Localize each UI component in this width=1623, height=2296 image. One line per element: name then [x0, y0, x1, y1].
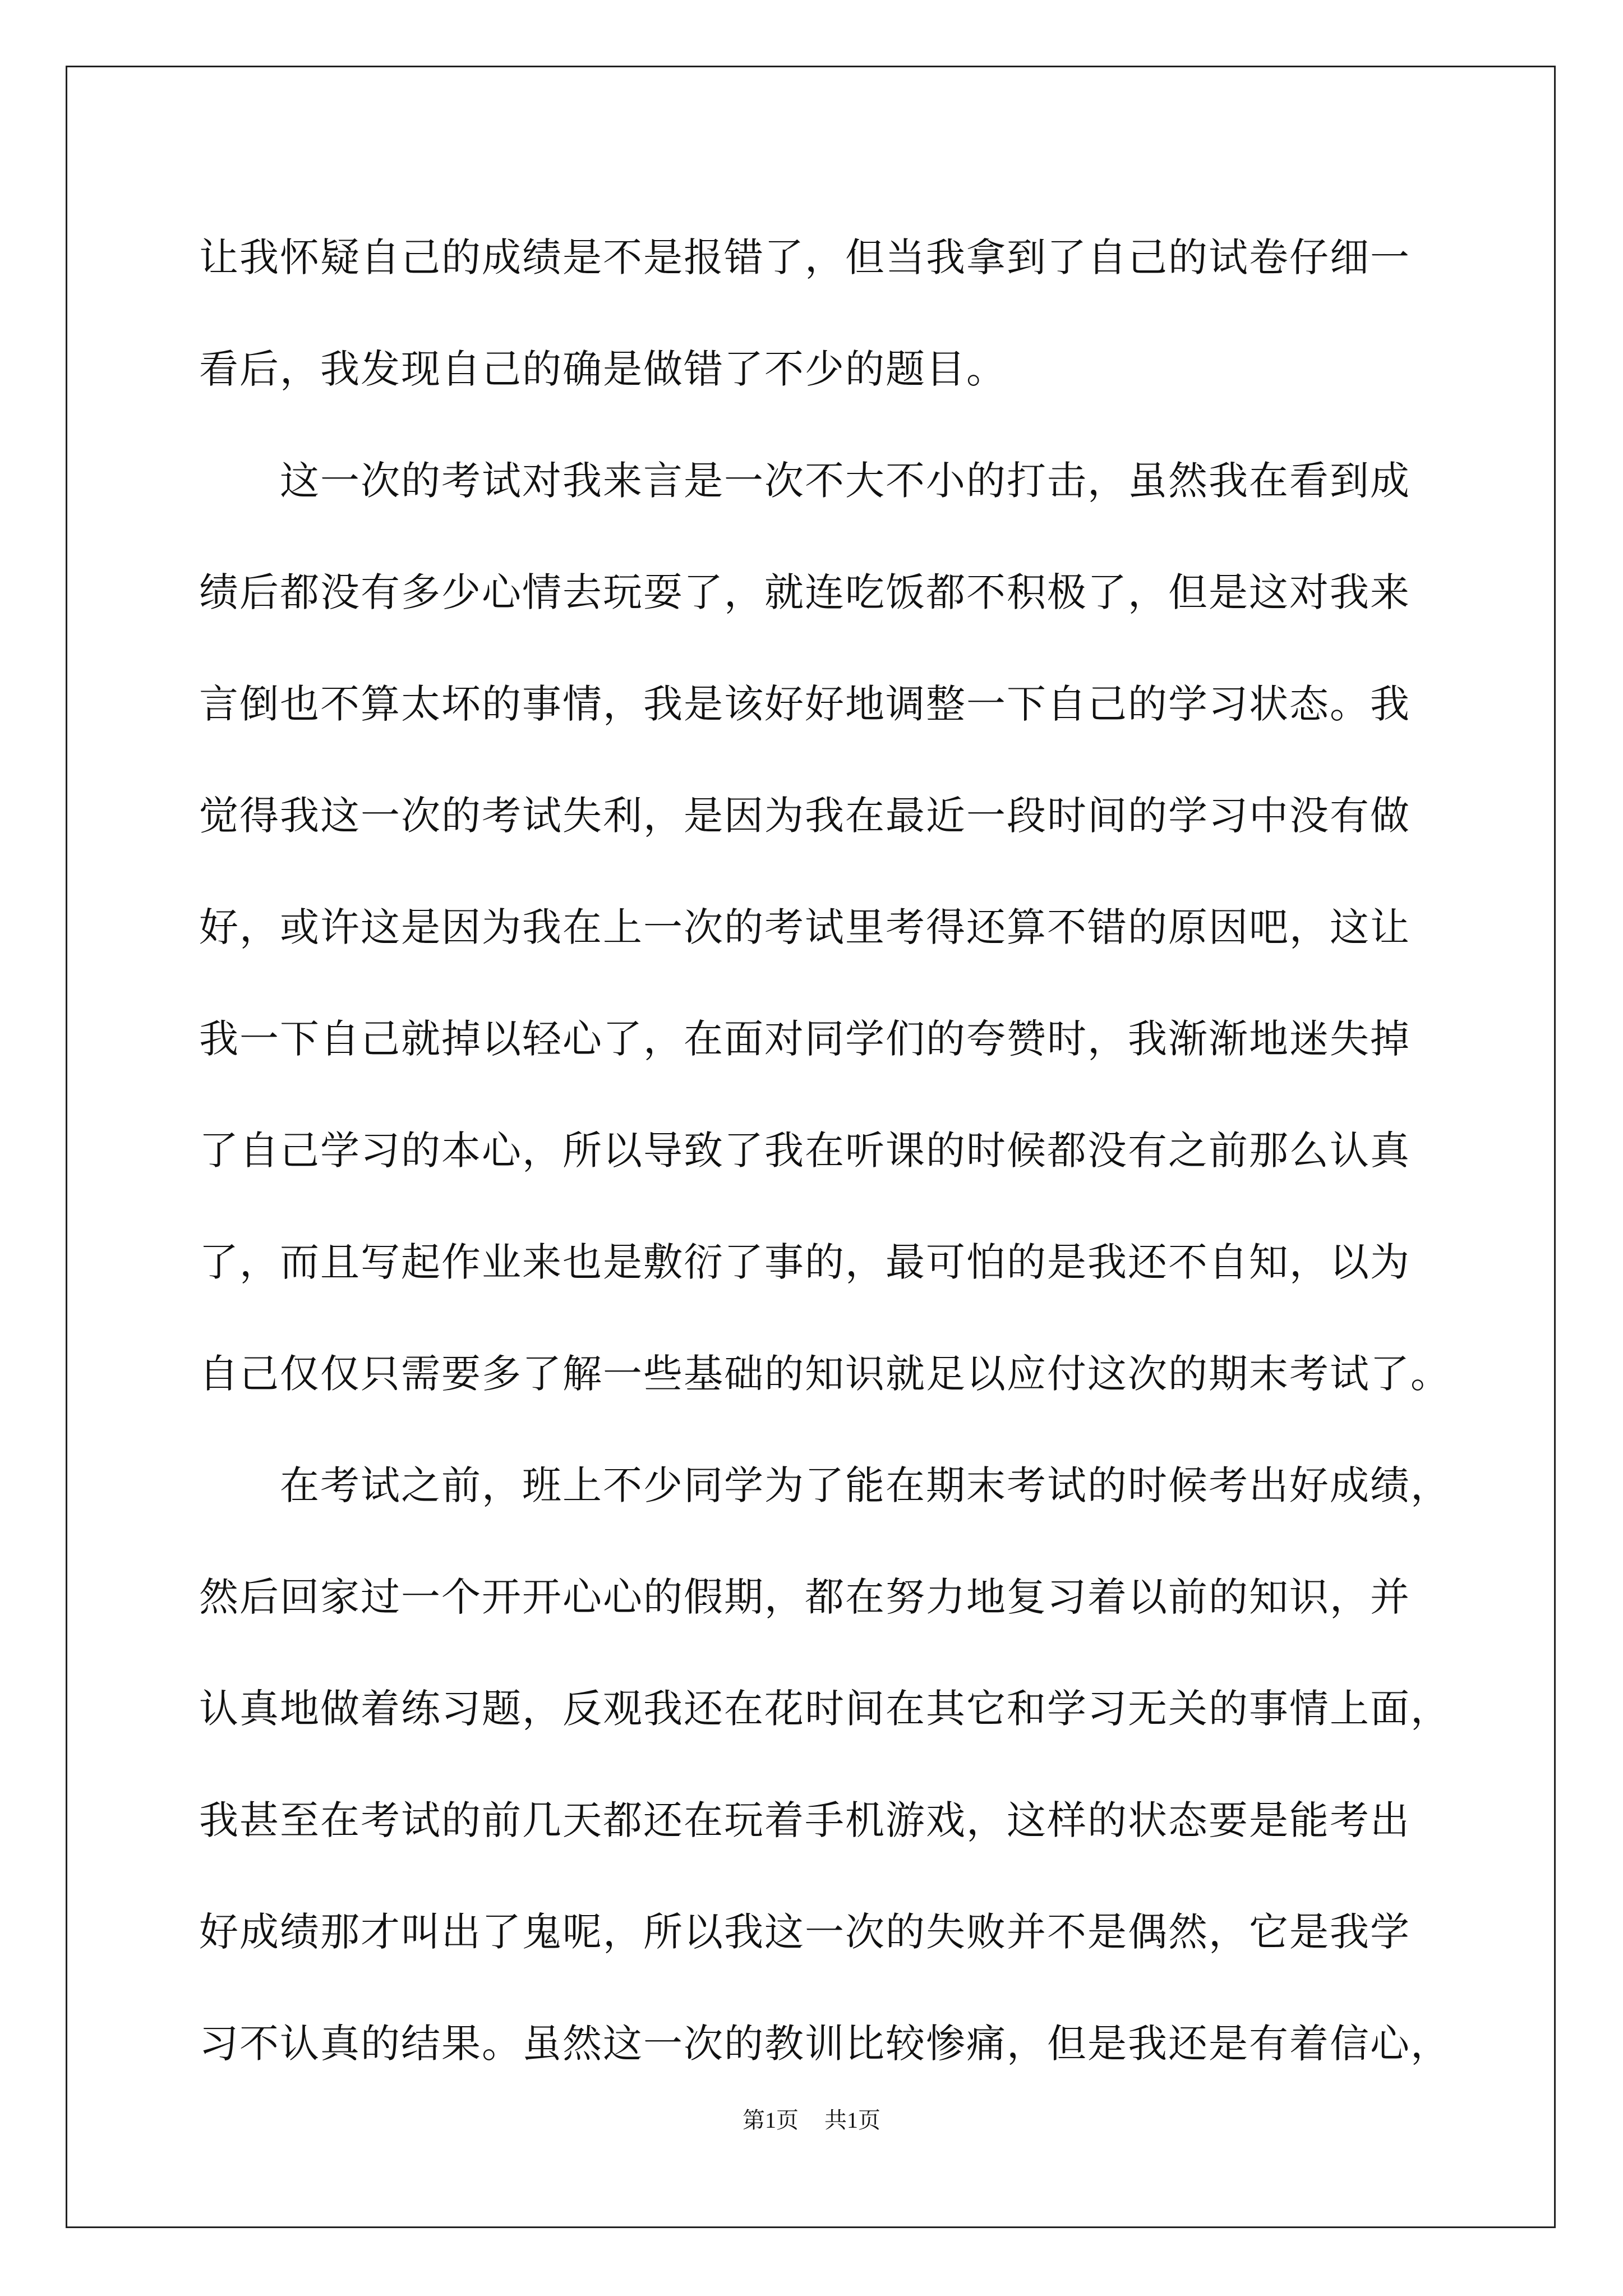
text-line: 自己仅仅只需要多了解一些基础的知识就足以应付这次的期末考试了。: [199, 1351, 1451, 1397]
page-footer: [0, 2102, 1623, 2134]
text-line: 这一次的考试对我来言是一次不大不小的打击，虽然我在看到成: [199, 458, 1410, 504]
text-line: 认真地做着练习题，反观我还在花时间在其它和学习无关的事情上面，: [199, 1686, 1451, 1732]
text-line: 了，而且写起作业来也是敷衍了事的，最可怕的是我还不自知，以为: [199, 1239, 1410, 1285]
text-line: 然后回家过一个开开心心的假期，都在努力地复习着以前的知识，并: [199, 1574, 1410, 1620]
text-line: 习不认真的结果。虽然这一次的教训比较惨痛，但是我还是有着信心，: [199, 2021, 1451, 2067]
page-number: 第1页: [743, 2108, 799, 2133]
document-body: [199, 202, 1451, 2100]
text-line: 觉得我这一次的考试失利，是因为我在最近一段时间的学习中没有做: [199, 793, 1410, 839]
text-line: 好，或许这是因为我在上一次的考试里考得还算不错的原因吧，这让: [199, 904, 1410, 950]
page-total: 共1页: [824, 2108, 880, 2133]
text-line: 我甚至在考试的前几天都还在玩着手机游戏，这样的状态要是能考出: [199, 1797, 1410, 1843]
text-line: 让我怀疑自己的成绩是不是报错了，但当我拿到了自己的试卷仔细一: [199, 234, 1410, 280]
text-line: 看后，我发现自己的确是做错了不少的题目。: [199, 346, 1007, 392]
text-line: 好成绩那才叫出了鬼呢，所以我这一次的失败并不是偶然，它是我学: [199, 1909, 1410, 1955]
text-line: 言倒也不算太坏的事情，我是该好好地调整一下自己的学习状态。我: [199, 681, 1410, 727]
text-line: 我一下自己就掉以轻心了，在面对同学们的夸赞时，我渐渐地迷失掉: [199, 1016, 1410, 1062]
text-line: 了自己学习的本心，所以导致了我在听课的时候都没有之前那么认真: [199, 1128, 1410, 1174]
text-line: 在考试之前，班上不少同学为了能在期末考试的时候考出好成绩，: [199, 1462, 1451, 1508]
text-line: 绩后都没有多少心情去玩耍了，就连吃饭都不积极了，但是这对我来: [199, 569, 1410, 615]
